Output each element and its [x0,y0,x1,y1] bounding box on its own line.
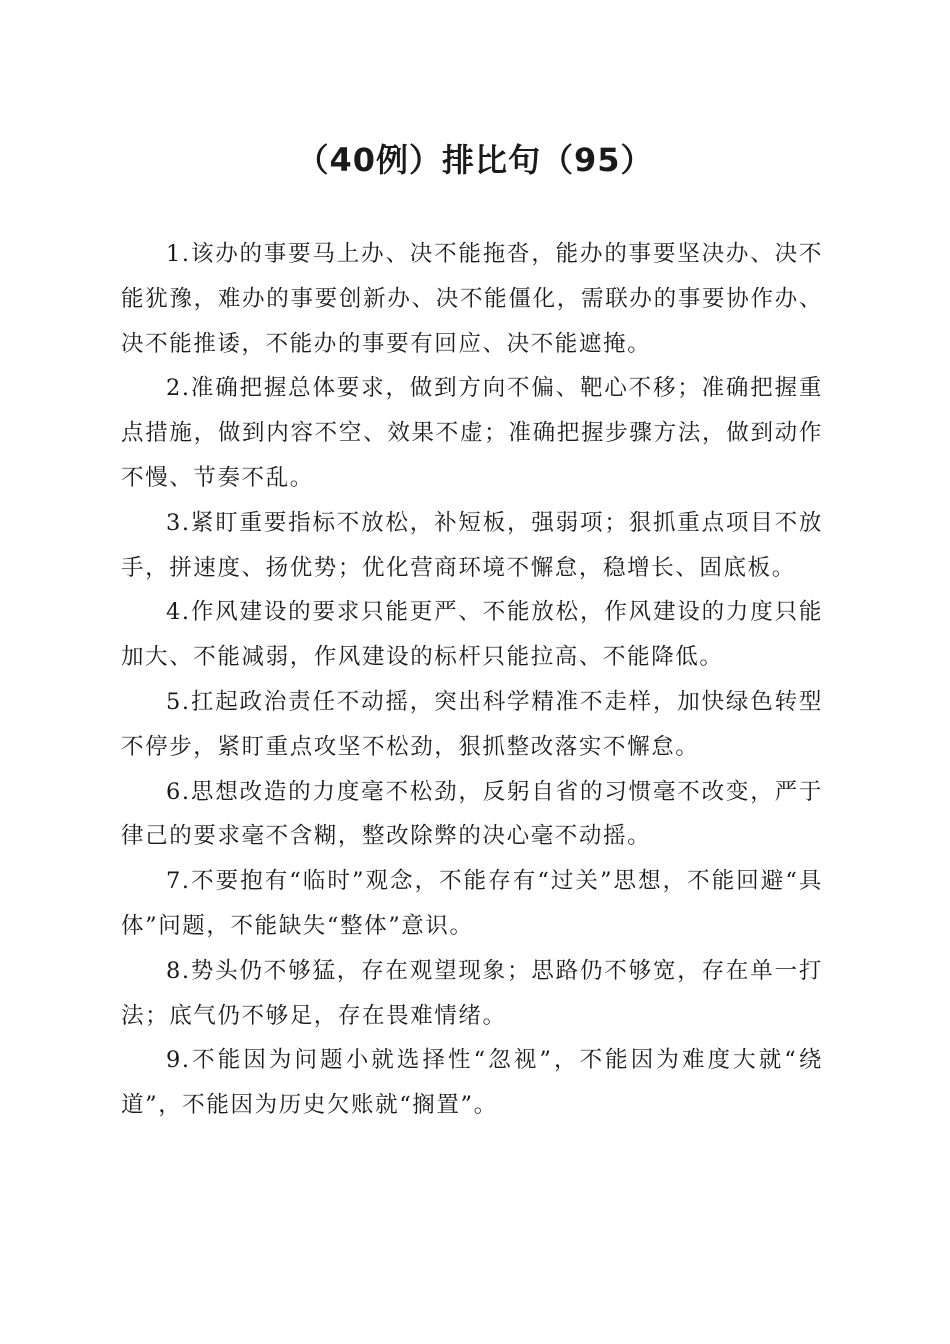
document-body [121,232,823,1128]
document-title: （40例）排比句（95） [296,141,654,179]
paragraph-8: 8.势头仍不够猛，存在观望现象；思路仍不够宽，存在单一打法；底气仍不够足，存在畏难情绪。 [121,957,823,1029]
paragraph-6: 6.思想改造的力度毫不松劲，反躬自省的习惯毫不改变，严于律己的要求毫不含糊，整改除弊的决心毫不动摇。 [121,778,823,850]
paragraph-1: 1.该办的事要马上办、决不能拖沓，能办的事要坚决办、决不能犹豫，难办的事要创新办、决不能僵化，需联办的事要协作办、决不能推诿，不能办的事要有回应、决不能遮掩。 [121,241,823,357]
paragraph-9: 9.不能因为问题小就选择性“忽视”，不能因为难度大就“绕道”，不能因为历史欠账就“搁置”。 [121,1047,823,1119]
paragraph-5: 5.扛起政治责任不动摇，突出科学精准不走样，加快绿色转型不停步，紧盯重点攻坚不松劲，狠抓整改落实不懈怠。 [121,688,823,760]
paragraph-2: 2.准确把握总体要求，做到方向不偏、靶心不移；准确把握重点措施，做到内容不空、效果不虚；准确把握步骤方法，做到动作不慢、节奏不乱。 [121,375,823,491]
paragraph-7: 7.不要抱有“临时”观念，不能存有“过关”思想，不能回避“具体”问题，不能缺失“整体”意识。 [121,868,823,939]
paragraph-3: 3.紧盯重要指标不放松，补短板，强弱项；狠抓重点项目不放手，拼速度、扬优势；优化营商环境不懈怠，稳增长、固底板。 [121,509,823,581]
paragraph-4: 4.作风建设的要求只能更严、不能放松，作风建设的力度只能加大、不能减弱，作风建设的标杆只能拉高、不能降低。 [121,599,823,671]
